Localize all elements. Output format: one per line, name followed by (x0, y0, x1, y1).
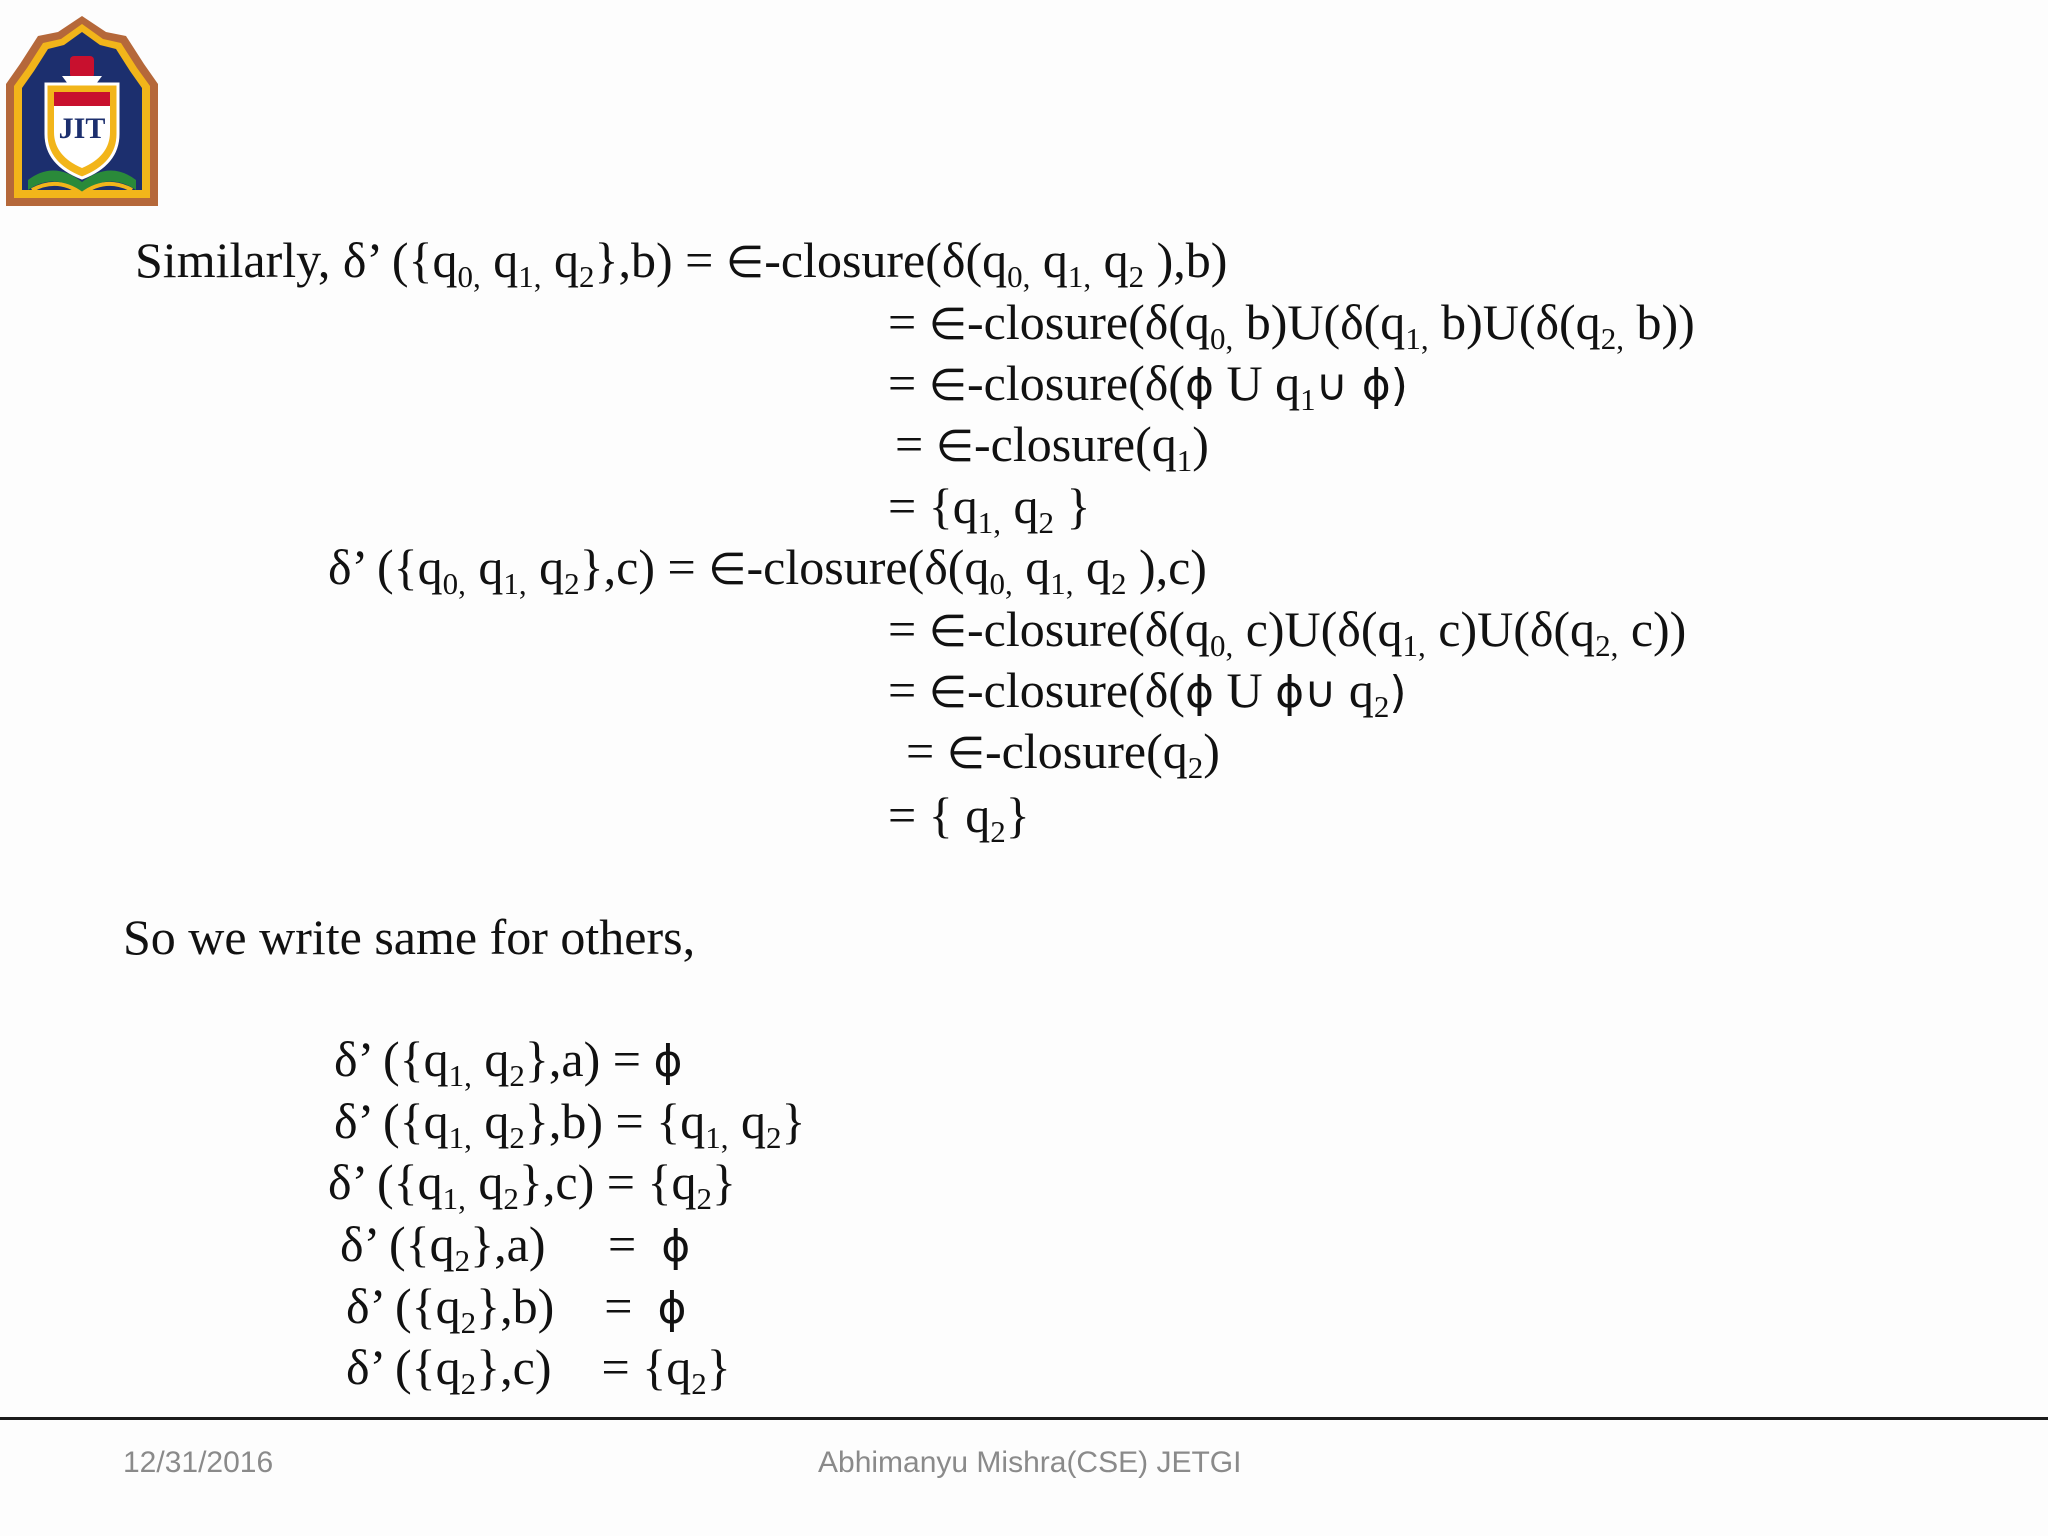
eq-c-line-4: = $\in-closure(q_2)$ (906, 723, 1220, 785)
eq-b-line-5: = {$q_{1,}$ $q_2$ } (888, 478, 1091, 540)
footer-date: 12/31/2016 (123, 1446, 274, 1479)
intro-similarly: Similarly, (135, 232, 343, 288)
mid-sentence: So we write same for others, (123, 909, 696, 965)
footer-author: Abhimanyu Mishra(CSE) JETGI (818, 1446, 1242, 1479)
eq-c-line-2: = $\in-closure(\delta(q_{0,}$ $c)U(\delta(q_{1,}$ $c)U(\delta(q_{2,}$ c)) (888, 601, 1687, 663)
logo-text: JIT (58, 112, 106, 145)
eq-b-line-1: Similarly, δ’ ({$q_{0,}$ $q_{1,}$ $q_2\},b$) = $\in-closure(\delta(q_{0,}$ $q_{1,}$ $q_2$ ),b) (135, 232, 1228, 294)
eq-other-5: δ’ $(\{q_2\},b)$ = ϕ (346, 1278, 687, 1340)
eq-b-line-4: = $\in-closure(q_1)$ (895, 416, 1209, 478)
eq-other-6: δ’ $(\{q_2\},c)$ = $\{q_2\}$ (346, 1339, 731, 1401)
eq-other-2: δ’ ({$q_{1,}$ $q_2\},b) = \{q_{1,}$ $q_2$} (334, 1093, 806, 1155)
eq-other-3: δ’ ({$q_{1,}$ $q_2\},c) = \{q_2\}$ (328, 1154, 736, 1216)
eq-b-line-3: = ∈-closure(δ(ϕ U $q_1\cup$ ϕ) (888, 355, 1408, 417)
eq-c-line-1: δ’ ({$q_{0,}$ $q_{1,}$ $q_2\},c$) = $\in-closure(\delta(q_{0,}$ $q_{1,}$ $q_2$ ),c) (328, 539, 1207, 601)
eq-other-4: δ’ $(\{q_2\},a)$ = ϕ (340, 1216, 691, 1278)
eq-b-line-2: = $\in-closure(\delta(q_{0,}$ $b)U(\delta(q_{1,}$ $b)U(\delta(q_{2,}$ b)) (888, 294, 1695, 356)
eq-other-1: δ’ ({$q_{1,}$ $q_2\},a) = \phi$ (334, 1031, 683, 1093)
eq-c-line-5: = { $q_2$} (888, 787, 1030, 849)
footer-divider (0, 1417, 2048, 1420)
eq-c-line-3: = ∈-closure(δ(ϕ U ϕ∪ $q_2$) (888, 662, 1407, 724)
college-logo (4, 14, 160, 208)
